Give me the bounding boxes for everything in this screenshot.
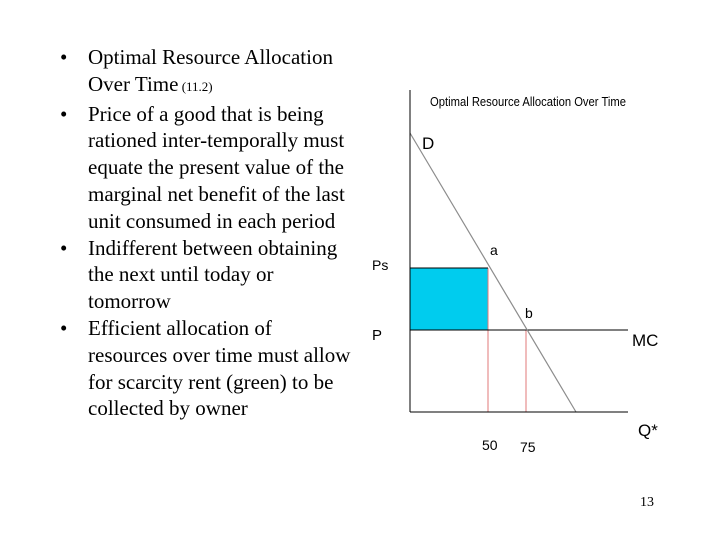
bullet-item: • Indifferent between obtaining the next until today or tomorrow [60, 235, 338, 314]
bullet-text: Optimal Resource Allocation Over Time [88, 45, 333, 96]
page-number: 13 [640, 495, 654, 510]
bullet-list [56, 44, 356, 422]
price-s-label: Ps [372, 257, 389, 273]
point-a-label: a [490, 242, 498, 258]
quantity-label: Q* [638, 421, 658, 440]
q2-label: 75 [520, 439, 536, 455]
bullet-item: • Efficient allocation of resources over time must allow for scarcity rent (green) to be collected by owner [60, 315, 351, 421]
bullet-item: • Price of a good that is being rationed inter-temporally must equate the present value of the marginal net benefit of the last unit consumed in each period [60, 101, 345, 233]
resource-allocation-diagram [360, 80, 670, 480]
diagram-title: Optimal Resource Allocation Over Time [430, 94, 626, 109]
point-b-label: b [525, 305, 533, 321]
bullet-text: Indifferent between obtaining the next until today or tomorrow [88, 235, 338, 314]
bullet-text: Price of a good that is being rationed inter-temporally must equate the present value of the marginal net benefit of the last unit consumed in each period [88, 101, 345, 233]
bullet-item: • Optimal Resource Allocation Over Time (11.2) [60, 45, 333, 96]
scarcity-rent-area [410, 268, 488, 330]
price-label: P [372, 327, 383, 344]
q1-label: 50 [482, 437, 498, 453]
section-ref: (11.2) [178, 78, 213, 94]
demand-label: D [422, 134, 435, 153]
mc-label: MC [632, 331, 659, 350]
bullet-text: Efficient allocation of resources over time must allow for scarcity rent (green) to be collected by owner [88, 315, 351, 421]
